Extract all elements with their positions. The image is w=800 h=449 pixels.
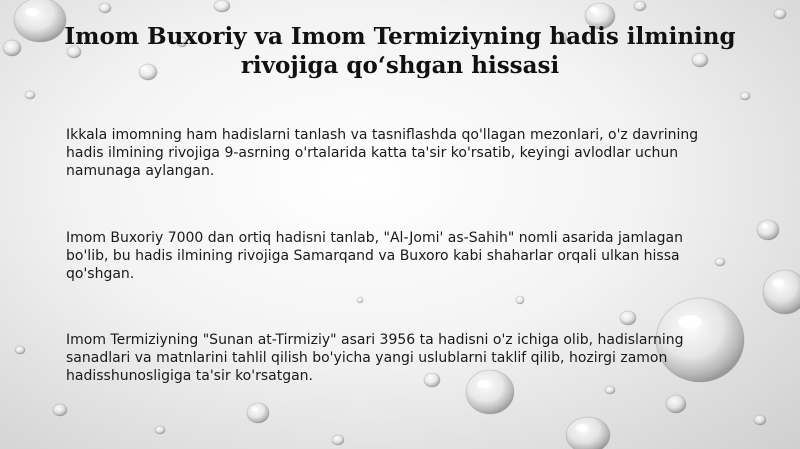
- paragraph-criteria: Ikkala imomning ham hadislarni tanlash va tasniflashda qo'llagan mezonlari, o'z davrining hadis ilmining rivojiga 9-asrning o'rtalarida katta ta'sir ko'rsatib, keyingi avlodlar uchun namunaga aylangan.: [66, 127, 699, 179]
- title-line-2: rivojiga qo‘shgan hissasi: [240, 52, 560, 79]
- title-line-1: Imom Buxoriy va Imom Termiziyning hadis ilmining: [64, 23, 736, 50]
- paragraph-buxoriy: Imom Buxoriy 7000 dan ortiq hadisni tanlab, "Al-Jomi' as-Sahih" nomli asarida jamlagan bo'lib, bu hadis ilmining rivojiga Samarqand va Buxoro kabi shaharlar orqali ulkan hissa qo'shgan.: [66, 230, 683, 282]
- slide-title: [40, 22, 760, 80]
- paragraph-termiziy: Imom Termiziyning "Sunan at-Tirmiziy" asari 3956 ta hadisni o'z ichiga olib, hadislarning sanadlari va matnlarini tahlil qilish bo'yicha yangi uslublarni taklif qilib, hozirgi zamon hadisshunosligiga ta'sir ko'rsatgan.: [66, 332, 684, 384]
